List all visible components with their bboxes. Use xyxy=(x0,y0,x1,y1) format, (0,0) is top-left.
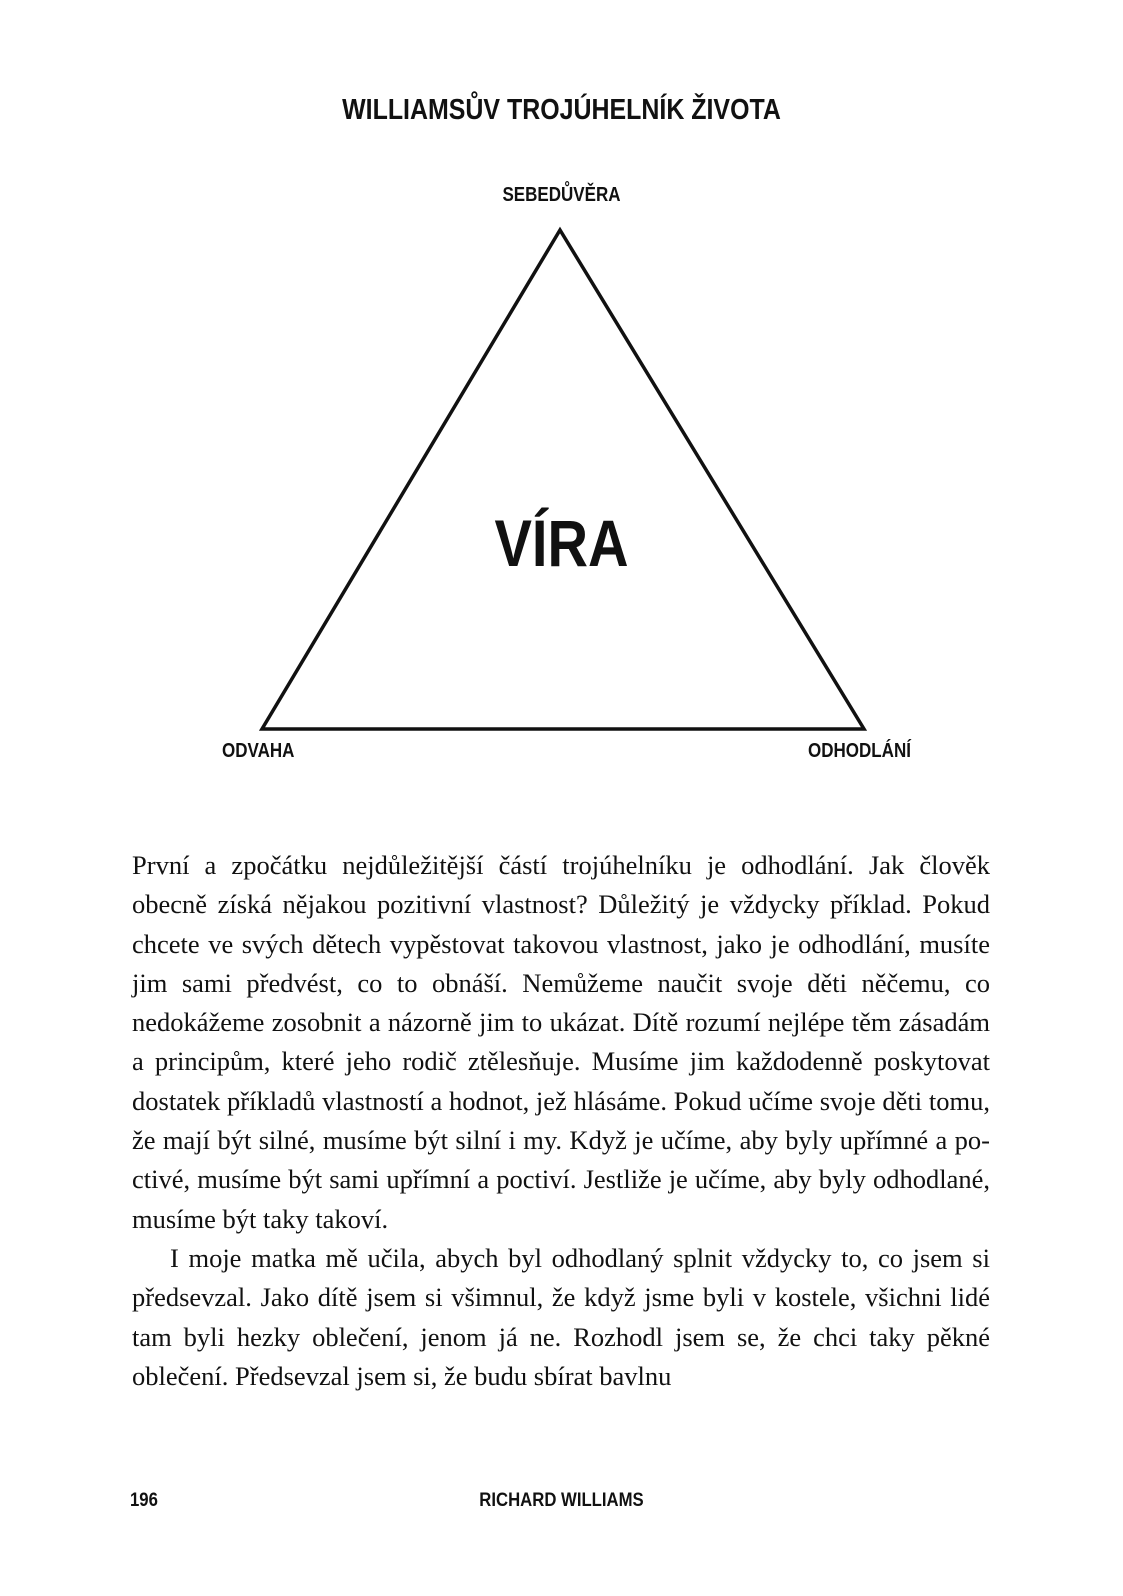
body-text xyxy=(132,846,990,1396)
running-head: RICHARD WILLIAMS xyxy=(479,1490,644,1511)
diagram-center-label: VÍRA xyxy=(494,506,629,580)
page-number: 196 xyxy=(130,1490,158,1511)
paragraph: I moje matka mě učila, abych byl odhodlaný splnit vždycky to, co jsem si předsevzal. Jako dítě jsem si všimnul, že když jsme byli v kostele, všichni lidé tam byli hezky oblečení, jenom já ne. Rozhodl jsem se, že chci taky pěkné oblečení. Předsevzal jsem si, že budu sbírat bavlnu xyxy=(132,1242,990,1391)
diagram-label-left: ODVAHA xyxy=(222,740,295,762)
page-title: WILLIAMSŮV TROJÚHELNÍK ŽIVOTA xyxy=(342,94,781,126)
diagram-label-top: SEBEDŮVĚRA xyxy=(502,184,621,206)
diagram-label-right: ODHODLÁNÍ xyxy=(808,740,911,762)
paragraph: První a zpočátku nejdůležitější částí trojúhelníku je odhodlání. Jak člověk obecně získá nějakou pozitivní vlastnost? Důležitý je vždycky příklad. Pokud chcete ve svých dětech vypěstovat takovou vlastnost, jako je odhodlání, musíte jim sami předvést, co to obnáší. Nemůžeme naučit svoje děti něčemu, co nedokážeme zosobnit a názorně jim to ukázat. Dítě rozumí nejlépe těm zásadám a principům, které jeho rodič ztělesňuje. Musíme jim každodenně poskytovat dostatek příkladů vlastností a hodnot, jež hlásáme. Pokud učíme svoje děti tomu, že mají být silné, musíme být silní i my. Když je učíme, aby byly upřímné a poctivé, musíme být sami upřímní a poctiví. Jestliže je učíme, aby byly odhodlané, musíme být taky takoví. xyxy=(132,850,990,1234)
triangle-shape xyxy=(262,230,864,729)
